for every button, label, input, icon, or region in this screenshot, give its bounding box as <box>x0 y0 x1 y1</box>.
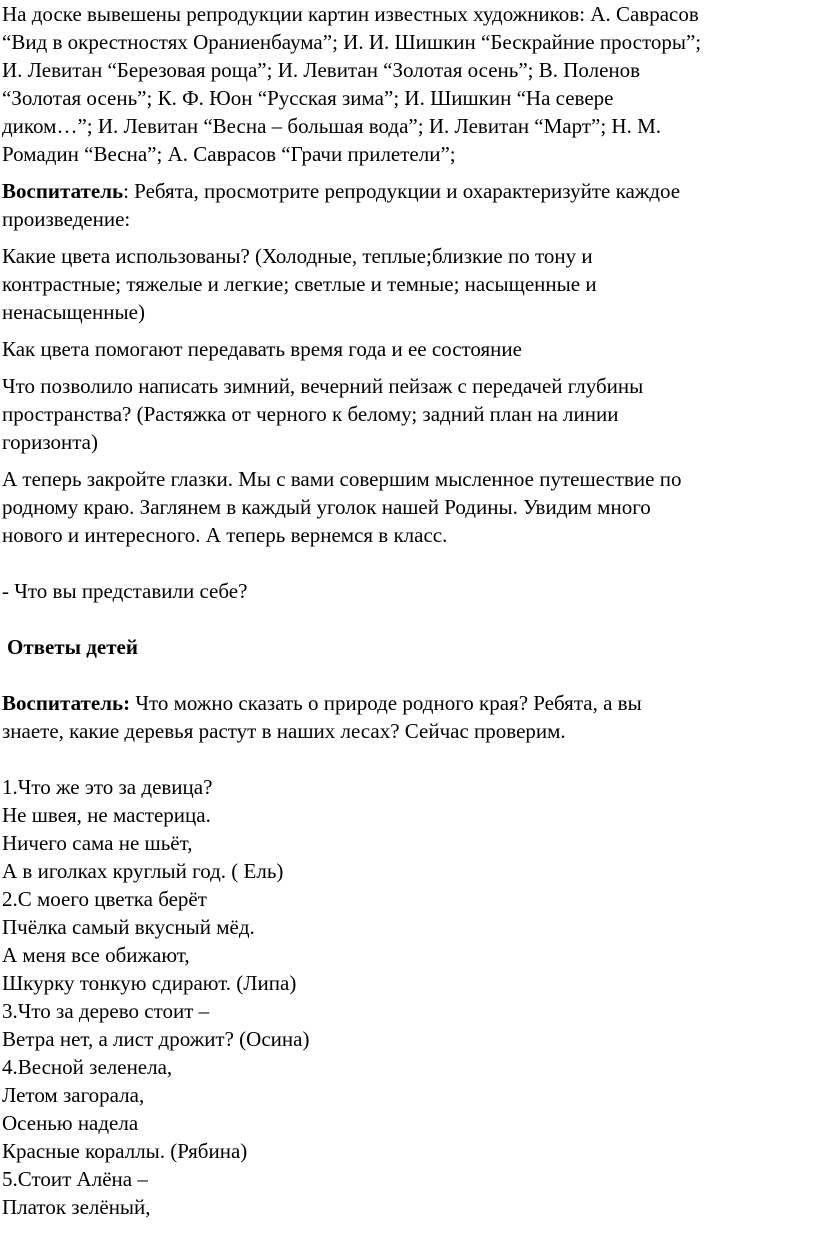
intro-line: Ромадин “Весна”; А. Саврасов “Грачи прилетели”; <box>2 142 456 166</box>
riddles-list <box>2 773 814 1221</box>
blank-line <box>2 549 814 577</box>
question-line: Как цвета помогают передавать время года и ее состояние <box>2 337 522 361</box>
question-line: контрастные; тяжелые и легкие; светлые и темные; насыщенные и <box>2 272 597 296</box>
teacher-text: Что можно сказать о природе родного края? Ребята, а вы <box>130 691 642 715</box>
intro-line: диком…”; И. Левитан “Весна – большая вода”; И. Левитан “Март”; Н. М. <box>2 114 662 138</box>
journey-line: нового и интересного. А теперь вернемся в класс. <box>2 523 448 547</box>
riddle-line: Осенью надела <box>2 1111 139 1135</box>
riddle-line: Ничего сама не шьёт, <box>2 831 193 855</box>
riddle-line: Ветра нет, а лист дрожит? (Осина) <box>2 1027 310 1051</box>
teacher-line: знаете, какие деревья растут в наших лесах? Сейчас проверим. <box>2 719 566 743</box>
journey-line: родному краю. Заглянем в каждый уголок нашей Родины. Увидим много <box>2 495 651 519</box>
riddle-line: Красные кораллы. (Рябина) <box>2 1139 248 1163</box>
question-line: Что позволило написать зимний, вечерний пейзаж с передачей глубины <box>2 374 644 398</box>
riddle-line: Пчёлка самый вкусный мёд. <box>2 915 255 939</box>
intro-paragraph <box>2 0 814 168</box>
riddle-line: Летом загорала, <box>2 1083 145 1107</box>
riddle-line: 1.Что же это за девица? <box>2 775 213 799</box>
riddle-line: 3.Что за дерево стоит – <box>2 999 210 1023</box>
teacher-line <box>2 177 814 205</box>
question-line: пространства? (Растяжка от черного к белому; задний план на линии <box>2 402 619 426</box>
teacher-text: : Ребята, просмотрите репродукции и охарактеризуйте каждое <box>123 179 681 203</box>
riddle-line: 4.Весной зеленела, <box>2 1055 173 1079</box>
riddle-line: 5.Стоит Алёна – <box>2 1167 148 1191</box>
intro-line: И. Левитан “Березовая роща”; И. Левитан “Золотая осень”; В. Поленов <box>2 58 641 82</box>
riddle-line: Платок зелёный, <box>2 1195 151 1219</box>
teacher-line: произведение: <box>2 207 131 231</box>
teacher-speaker-label: Воспитатель <box>2 179 124 203</box>
teacher-instruction-paragraph <box>2 177 814 233</box>
question-imagine: - Что вы представили себе? <box>2 579 248 603</box>
riddle-line: А в иголках круглый год. ( Ель) <box>2 859 284 883</box>
question-line: ненасыщенные) <box>2 300 145 324</box>
question-line: Какие цвета использованы? (Холодные, теплые;близкие по тону и <box>2 244 593 268</box>
intro-line: “Золотая осень”; К. Ф. Юон “Русская зима”; И. Шишкин “На севере <box>2 86 614 110</box>
riddle-line: Не швея, не мастерица. <box>2 803 211 827</box>
question-line: горизонта) <box>2 430 98 454</box>
riddle-line: 2.С моего цветка берёт <box>2 887 207 911</box>
teacher-speaker-label: Воспитатель: <box>2 691 131 715</box>
answers-heading: Ответы детей <box>7 635 138 659</box>
blank-line <box>2 745 814 773</box>
teacher-line <box>2 689 814 717</box>
journey-paragraph <box>2 465 814 549</box>
intro-line: На доске вывешены репродукции картин известных художников: А. Саврасов <box>2 2 699 26</box>
teacher-question-paragraph <box>2 689 814 745</box>
riddle-line: Шкурку тонкую сдирают. (Липа) <box>2 971 297 995</box>
question-depth-paragraph <box>2 372 814 456</box>
document-page <box>2 0 814 1221</box>
question-season-paragraph <box>2 335 814 363</box>
blank-line <box>2 661 814 689</box>
journey-line: А теперь закройте глазки. Мы с вами совершим мысленное путешествие по <box>2 467 682 491</box>
riddle-line: А меня все обижают, <box>2 943 190 967</box>
blank-line <box>2 605 814 633</box>
intro-line: “Вид в окрестностях Ораниенбаума”; И. И. Шишкин “Бескрайние просторы”; <box>2 30 702 54</box>
question-colors-paragraph <box>2 242 814 326</box>
